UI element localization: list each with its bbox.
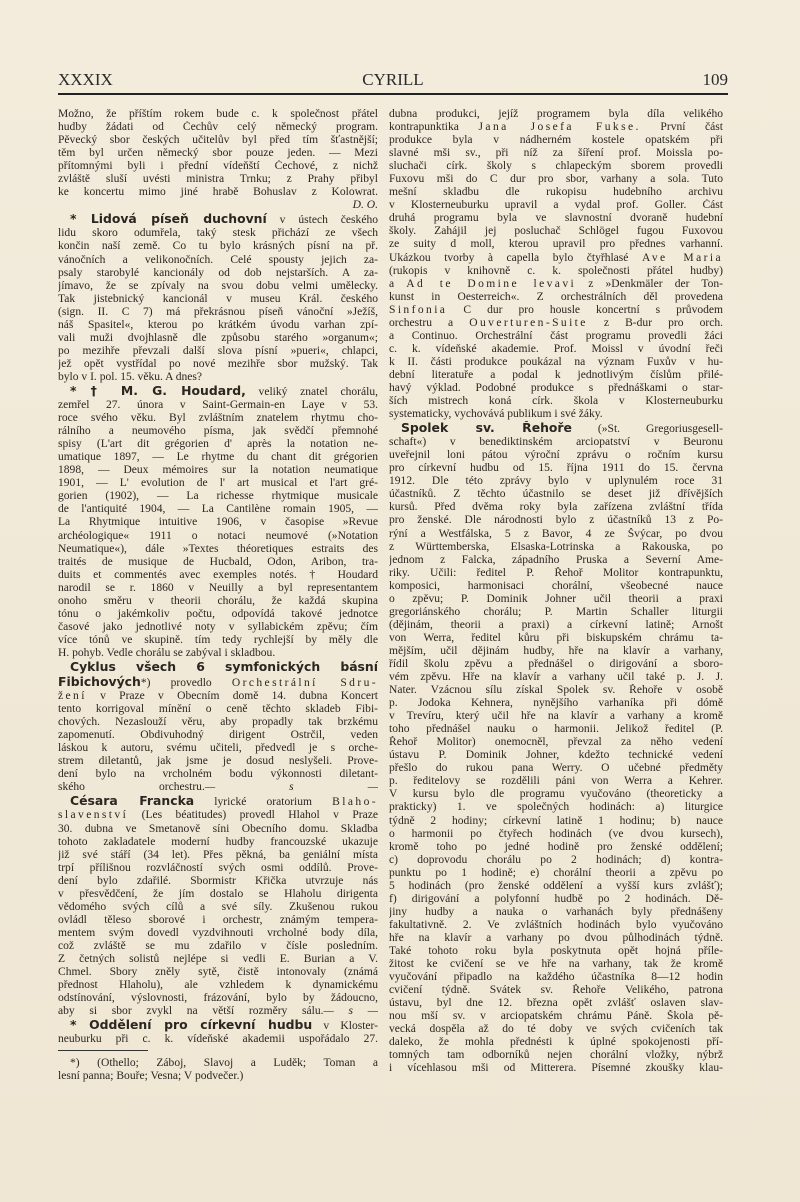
text-fragment: kontrapunktika <box>389 121 479 134</box>
text-line <box>58 809 378 822</box>
text-line: hře na klavír a varhany po dvou půlhodinách týdně. <box>389 931 723 944</box>
text-fragment: (Les béatitudes) provedl Hlahol v Praze <box>128 809 378 822</box>
text-line: toho přednášel nauku o harmonii. Jelikož ředitel (P. <box>389 723 723 736</box>
text-line: vědomého svých cílů a své síly. Zkušenou rukou <box>58 900 378 913</box>
text-line <box>58 384 378 399</box>
text-line: umatique 1897, — Le rhytme du chant dit grégorien <box>58 451 378 464</box>
spaced-name: slavenství <box>58 809 129 822</box>
text-line: časové jako jednotlivé noty v syllabickém zpěvu; čím <box>58 620 378 633</box>
text-line: přítomnými byli i přední vídeňští Čechové, z nichž <box>58 160 378 173</box>
spaced-name: Blaho- <box>332 796 378 809</box>
text-line: 1912. Dle této zprávy bylo v uplynulém roce 31 <box>389 475 723 488</box>
text-line: mentem svým dovedl vyzdvihnouti vrcholné body díla, <box>58 926 378 939</box>
text-line: duits et commentés avec exemples notés. † Houdard <box>58 568 378 581</box>
text-line: více tónů ve skupině. tím tedy rychlejší by měly dle <box>58 633 378 646</box>
text-line <box>58 690 378 703</box>
text-line: (dějinám, theorii a praxi) a církevní latině; Arnošt <box>389 618 723 631</box>
text-line: dení bylo zdařilé. Sbormistr Křička utvrzuje nás <box>58 874 378 887</box>
text-line: jímavo, že se zpívaly na svou dobu velmi umělecky. <box>58 279 378 292</box>
text-line: tento korrigoval mínění o ceně těchto skladeb Fibi- <box>58 703 378 716</box>
text-line: žitost ke cvičení se ve hře na varhany, tak že kromě <box>389 958 723 971</box>
text-line: zapomenutí. Obdivuhodný dirigent Ostrčil, veden <box>58 729 378 742</box>
text-line: školy. Zahájil jej posluchač Schlögel fugou Fuxovou <box>389 225 723 238</box>
text-line: Možno, že příštím rokem bude c. k společnost přátel <box>58 108 378 120</box>
author-signature: D. O. <box>352 199 378 212</box>
text-fragment: aby si sbor zvykl na větší rozměry sálu. <box>58 1005 324 1018</box>
header-rule <box>58 93 728 95</box>
text-line: La Rhytmique intuitive 1906, v časopise »Revue <box>58 516 378 529</box>
text-line <box>58 1005 378 1018</box>
spaced-name: Sinfonia <box>389 303 448 316</box>
text-line: riky. Učili: ředitel P. Řehoř Molitor kontrapunktu, <box>389 566 723 579</box>
text-line: slavné mši sv., při níž za šíření prof. Moissla po- <box>389 147 723 160</box>
text-line: o harmonii po čtyřech hodinách (ve dvou kursech), <box>389 827 723 840</box>
text-line: Řehoř Molitor) onemocněl, převzal za něho vedení <box>389 736 723 749</box>
text-line: již své stáří (34 let). Přes pěkná, ba geniální místa <box>58 848 378 861</box>
text-line: bylo v I. pol. 15. věku. A dnes? <box>58 370 203 383</box>
text-line: strem diletantů, jak jsme je dosud neslyšeli. Prove- <box>58 755 378 768</box>
text-line: tónu o jakémkoliv počtu, odpovídá takové jednotce <box>58 607 378 620</box>
text-line: gorien (1902), — La richesse rhytmique musicale <box>58 490 378 503</box>
spaced-name: Orchestrální Sdru- <box>231 677 378 690</box>
text-line: psaly starobylé kancionály od dob nejstarších. A za- <box>58 266 378 279</box>
text-line <box>58 794 378 809</box>
text-line: v Klosterneuburku upravil a vydal prof. Goller. Část <box>389 199 723 212</box>
text-line: týdně 2 hodiny; církevní latině 1 hodinu; b) nauce <box>389 814 723 827</box>
author-signature: — s — <box>323 1005 378 1018</box>
text-line: 1898, — Deux mémoires sur la notation neumatique <box>58 464 378 477</box>
text-line: c. k. vídeňské akademie. Prof. Moissl v úvodní řeči <box>389 342 723 355</box>
text-line: kromě toho po jedné hodině pro ženské oddělení; <box>389 840 723 853</box>
text-line <box>389 304 723 317</box>
text-line: lidu skoro odumřela, taký stesk přichází ze všech <box>58 227 378 240</box>
article-heading: Cyklus všech 6 symfonických básní <box>70 659 378 674</box>
text-line <box>389 317 723 330</box>
text-line: a Continuo. Orchestrální část programu provedli žáci <box>389 329 723 342</box>
text-line <box>58 781 378 794</box>
text-fragment: První část <box>640 121 723 134</box>
text-line: nou mší sv. v arciopatském chrámu Páně. Škola pě- <box>389 1010 723 1023</box>
text-line: mějším, učil dějinám hudby, hře na klavír a varhany, <box>389 644 723 657</box>
text-line: k II. části produkce poukázal na význam Fuxův v hu- <box>389 355 723 368</box>
text-line: Také tohoto roku byla poskytnuta opět hojná příle- <box>389 945 723 957</box>
spaced-name: Ave Maria <box>641 251 723 264</box>
text-line: 1901, — L' evolution de l' art musical et l'art gré- <box>58 477 378 490</box>
spaced-name: Jana Josefa Fukse. <box>478 121 641 134</box>
text-line: což zvláště se mu zdařilo v čísle posledním. <box>58 939 378 952</box>
text-line: ústavu, byl dne 12. března opět zvlášť oslaven slav- <box>389 997 723 1010</box>
text-line: řídil školu zpěvu a přednášel o dirigování a sboro- <box>389 657 723 670</box>
article-houdard <box>58 384 378 660</box>
article-oddeleni <box>58 1018 378 1046</box>
text-line: 5 hodinách (pro ženské oddělení a vyšší kurs zvlášť); <box>389 879 723 892</box>
text-line: těm byl určen německý sbor pouze jeden. — Mezi <box>58 147 378 160</box>
text-line: jiny hudby a nauka o varhanách byly přednášeny <box>389 905 723 918</box>
spaced-name: žení <box>58 690 87 703</box>
text-line <box>58 675 378 690</box>
text-line: p. Jodoka Kehnera, nynějšího varhaníka při dómě <box>389 697 723 710</box>
text-line: uveřejnil loni pátou výroční zprávu o ročním kursu <box>389 449 723 462</box>
text-line: Tak jistebnický kancionál v museu Král. českého <box>58 292 378 305</box>
text-line: traités de musique de Hucbald, Odon, Aribon, tra- <box>58 555 378 568</box>
text-line: ze suity d moll, kterou upravil pro přednes varhanní. <box>389 238 723 251</box>
text-line: fakultativně. 2. Ve zvláštních hodinách bylo vyučováno <box>389 918 723 931</box>
text-line: tohoto zakladatele moderní hudby francouzské ukazuje <box>58 835 378 848</box>
text-line: přešlo do rukou pana Werry. O učebné předměty <box>389 762 723 775</box>
text-line: pro církevní hudbu od 15. října 1911 do 15. června <box>389 462 723 475</box>
footnote-line: lesní panna; Bouře; Vesna; V podvečer.) <box>58 1070 244 1083</box>
text-line: v Trevíru, který učil hře na klavír a varhany a kromě <box>389 710 723 723</box>
article-franck <box>58 794 378 1018</box>
running-header <box>58 70 728 92</box>
article-heading: Césara Francka <box>70 794 195 809</box>
text-line: H. pohyb. Vedle chorálu se zabýval i skladbou. <box>58 646 276 659</box>
text-line: v přesvědčení, že jím dostalo se Hlaholu dirigenta <box>58 887 378 900</box>
text-line <box>389 252 723 265</box>
text-fragment: z »Denkmäler der Ton- <box>576 277 723 290</box>
text-line: (rukopis v knihovně c. k. společnosti přátel hudby) <box>389 264 723 277</box>
text-line: dení bylo na vrcholném bodu výkonnosti diletant- <box>58 768 378 781</box>
text-line: c) doprovodu chorálu po 2 hodinách; d) kontra- <box>389 853 723 866</box>
text-line: po mezihře převzali další slova písní »pueri«, chlapci, <box>58 344 378 357</box>
text-line: Chmel. Sbory zněly sytě, čistě intonovaly (známá <box>58 966 378 979</box>
spaced-name: Ad te Domine levavi <box>406 277 577 290</box>
text-line: dubna produkci, jejíž programem byla díla velikého <box>389 108 723 120</box>
article-oddeleni-cont <box>389 108 723 421</box>
right-column <box>389 108 723 1075</box>
text-line: končin naší země. Co tu bylo krásných písní na př. <box>58 240 378 253</box>
text-line: schaft«) v benediktinském arciopatství v Beuronu <box>389 436 723 449</box>
text-line: Nater. Vzácnou sílu získal Spolek sv. Řehoře v osobě <box>389 684 723 697</box>
text-line: systematicky, vychovává publikum i své žáky. <box>389 408 603 421</box>
text-line: cvičení týdně. Svátek sv. Řehoře Velikého, patrona <box>389 984 723 997</box>
article-spolek-rehore <box>389 421 723 1075</box>
text-line: spisy (L'art dit grégorien d' après la notation ne- <box>58 438 378 451</box>
text-fragment: veliký znatel chorálu, <box>245 385 378 398</box>
text-line: odstínování, výslovnosti, frázování, bylo by žádoucno, <box>58 992 378 1005</box>
text-fragment: v Kloster- <box>312 1020 378 1033</box>
text-fragment: (»St. Gregoriusgesell- <box>571 423 723 436</box>
text-fragment: lyrické oratorium <box>194 796 333 809</box>
text-line: pro ženské. Dle národnosti bylo z účastníků 13 z Po- <box>389 514 723 527</box>
volume-number: XXXIX <box>58 70 113 89</box>
page-number: 109 <box>702 70 728 89</box>
text-line: neuburku při c. k. vídeňské akademii uspořádalo 27. <box>58 1033 378 1046</box>
spaced-name: Ouverturen-Suite <box>469 316 588 329</box>
journal-title: CYRILL <box>362 70 424 89</box>
text-line: archéologique« 1911 o notaci neumové (»Notation <box>58 529 378 542</box>
text-line: tomných tam odborníků nejen chorální vložky, nýbrž <box>389 1049 723 1062</box>
text-line: chových. Nezaslouží věru, aby propadly tak brzkému <box>58 716 378 729</box>
text-line: účastníků. Z těchto účastnilo se deset již dřívějších <box>389 488 723 501</box>
text-line: V kursu bylo dle programu vyučováno (theoreticky a <box>389 788 723 801</box>
text-line: i vícehlasou mši od Mitterera. Písemné zkoušky klau- <box>389 1062 723 1075</box>
left-column <box>58 108 378 1083</box>
text-line: trpí přílišnou rozvláčností svých osmi oddílů. Prove- <box>58 861 378 874</box>
text-fragment: orchestru a <box>389 316 470 329</box>
text-line: Fuxovu mši do C dur pro sbor, varhany a sola. Tuto <box>389 173 723 186</box>
text-line: zvláště sluší uvésti ministra Trnku; z Prahy přibyl <box>58 173 378 186</box>
text-line: vánočních a velikonočních. Celé spousty jejich za- <box>58 253 378 266</box>
text-fragment: ského orchestru. <box>58 781 205 794</box>
text-line: láskou k autoru, svému učiteli, předvedl je s orche- <box>58 742 378 755</box>
text-line: havý výklad. Podobné produkce s přednáškami o star- <box>389 381 723 394</box>
text-line: vali muži dvojhlasně dle způsobu starého »organum«; <box>58 331 378 344</box>
text-line: zemřel 27. února v Saint-Germain-en Laye v 53. <box>58 399 378 412</box>
text-line <box>389 421 723 436</box>
text-line: rálního a neumového písma, jak svědčí přemnohé <box>58 425 378 438</box>
text-line: onoho směru v theorii chorálu, že každá skupina <box>58 594 378 607</box>
text-line: hudby žádati od Čechův celý německý program. <box>58 121 378 134</box>
text-line: jež opět vystřídal po nové mezihře sbor mužský. Tak <box>58 357 378 370</box>
text-line: Pěvecký sbor českých učitelův byl před tím šťastnější; <box>58 134 378 147</box>
text-line <box>58 1018 378 1033</box>
text-fragment: z B-dur pro orch. <box>587 316 723 329</box>
article-heading-cont: Fibichových <box>58 675 141 690</box>
text-line: Neumatique«), dále »Textes théoretiques estraits des <box>58 542 378 555</box>
author-signature: — s — <box>204 781 378 794</box>
text-line: o zpěvu; P. Dominik Johner učil theorii a praxi <box>389 592 723 605</box>
text-line: náš Spasitel«, kterou po krátkém úvodu varhan zpí- <box>58 318 378 331</box>
text-line: f) dirigování a polyfonní hudbě po 2 hodinách. Dě- <box>389 892 723 905</box>
text-line <box>58 660 378 675</box>
text-line: roce svého věku. Byl zvláštním znatelem rhytmu cho- <box>58 412 378 425</box>
text-line: vém zpěvu. Hře na klavír a varhany učil také p. J. J. <box>389 671 723 684</box>
text-line <box>58 212 378 227</box>
footnote-line: *) (Othello; Záboj, Slavoj a Luděk; Toman a <box>70 1057 378 1070</box>
article-heading: * Oddělení pro církevní hudbu <box>70 1018 313 1033</box>
text-line: sluchači círk. školy s chlapeckým sborem provedli <box>389 160 723 173</box>
article-heading: Spolek sv. Řehoře <box>401 421 572 436</box>
text-line: prakticky) 1. ve společných hodinách: a) liturgice <box>389 801 723 814</box>
text-line: mešní skladbu dle rukopisu hudebního archivu <box>389 186 723 199</box>
footnote-rule <box>58 1050 148 1051</box>
text-fragment: Ukázkou tvorby à capella bylo čtyřhlasé <box>389 251 642 264</box>
text-line: ústavu P. Dominik Johner, kdežto technické vedení <box>389 749 723 762</box>
article-heading: * † M. G. Houdard, <box>70 383 246 398</box>
text-fragment: *) provedlo <box>140 677 232 690</box>
article-lidova-pisen <box>58 212 378 384</box>
text-line <box>389 278 723 291</box>
text-line: punktu po 1 hodině; e) chorální theorii a zpěvu po <box>389 866 723 879</box>
article-cyklus-fibich <box>58 660 378 794</box>
text-line: Z četných solistů nejlépe si vedli E. Burian a V. <box>58 953 378 965</box>
text-line: von Werra, ředitel kůru při biskupském chrámu ta- <box>389 631 723 644</box>
text-line: gregoriánského chorálu; P. Martin Schaller liturgii <box>389 605 723 618</box>
text-line: (sign. II. C 7) má překrásnou píseň vánoční »Ježíš, <box>58 305 378 318</box>
text-fragment: a <box>389 277 407 290</box>
article-heading: * Lidová píseň duchovní <box>70 212 267 227</box>
text-line: narodil se r. 1860 v Neuilly a byl representantem <box>58 581 378 594</box>
text-line: jednom z Falcka, západního Pruska a Severní Ame- <box>389 553 723 566</box>
text-line: dební literatuře a podal k jednotlivým číslům přilé- <box>389 368 723 381</box>
text-line: de l'antiquité 1904, — La Cantilène romain 1905, — <box>58 503 378 516</box>
article-moznano <box>58 108 378 212</box>
text-line: daleko, že mohla přednésti k úplné spokojenosti pří- <box>389 1036 723 1049</box>
text-line: ších mistrech koná círk. škola v Klosterneuburku <box>389 395 723 408</box>
text-line: 30. dubna ve Smetanově síni Obecního domu. Skladba <box>58 822 378 835</box>
text-line: rýní a Westfálska, 5 z Bavor, 4 ze Švýcar, po dvou <box>389 527 723 540</box>
text-line: z Württemberska, Elsaska-Lotrinska a Rakouska, po <box>389 540 723 553</box>
text-line: přednost Hlaholu), ale vzhledem k dynamickému <box>58 979 378 992</box>
text-line: p. ředitelovy se rozdělili páni von Werra a Kehrer. <box>389 775 723 788</box>
text-line: produkce byla v nádherném kostele opatském při <box>389 134 723 147</box>
text-line: vecká dospěla až do té doby ve svých cvičeních tak <box>389 1023 723 1036</box>
text-fragment: C dur pro housle koncertní s průvodem <box>447 303 723 316</box>
text-line <box>389 121 723 134</box>
text-line: kunst in Oesterreich«. Z orchestrálních děl provedena <box>389 290 723 303</box>
text-line: komposici, harmonisaci chorální, všeobecné nauce <box>389 579 723 592</box>
spolek-body <box>389 436 723 1075</box>
text-line: ke koncertu mimo jiné hrabě Bohuslav z Kolowrat. <box>58 186 378 199</box>
text-line: vyučování připadlo na každého účastníka 8—12 hodin <box>389 971 723 984</box>
text-line: ovládl těleso sborové i orchestr, známým tempera- <box>58 913 378 926</box>
text-line: druhá programu byla ve slavnostní dvoraně hudební <box>389 212 723 225</box>
text-fragment: v ústech českého <box>266 214 378 227</box>
footnote <box>58 1057 378 1083</box>
text-line: kursů. Před dvěma roky byla zařízena zvláštní třída <box>389 501 723 514</box>
text-fragment: v Praze v Obecním domě 14. dubna Koncert <box>86 690 378 703</box>
